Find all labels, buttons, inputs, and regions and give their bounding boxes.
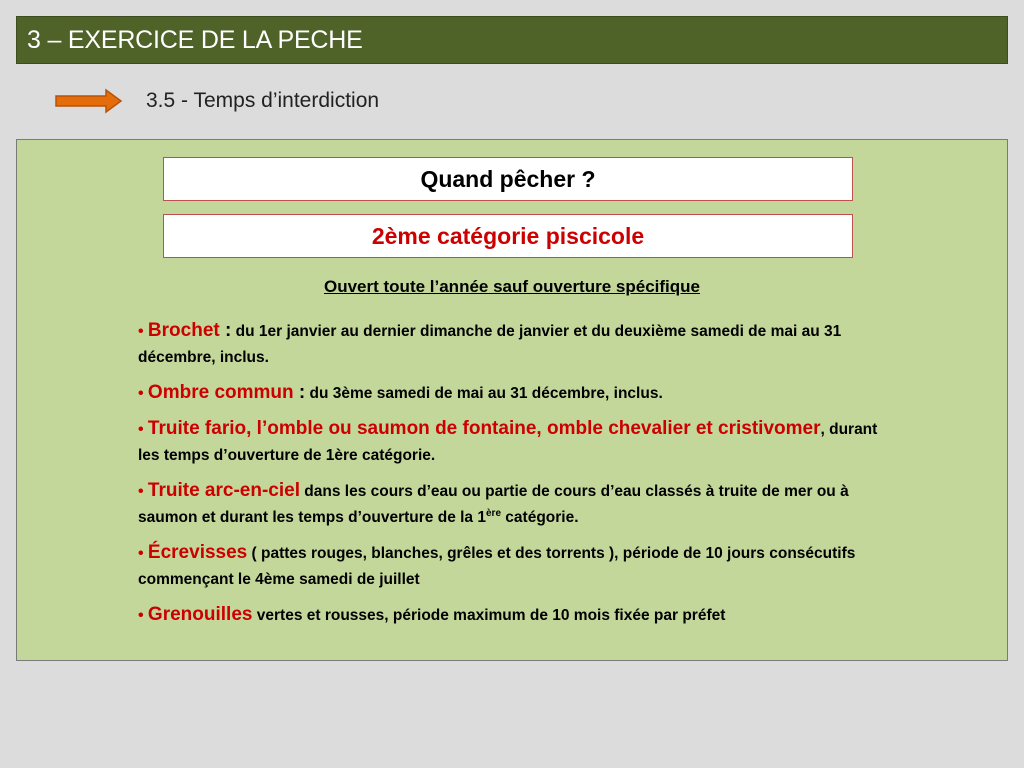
list-item	[138, 318, 898, 371]
rule-text: du 3ème samedi de mai au 31 décembre, inclus.	[305, 385, 663, 402]
list-item	[138, 416, 898, 469]
separator: :	[219, 320, 232, 341]
rule-text: ( pattes rouges, blanches, grêles et des torrents ), période de 10 jours consécutifs commençant le 4ème samedi de juillet	[138, 545, 856, 588]
list-item	[138, 602, 898, 629]
rule-text-after: catégorie.	[501, 509, 579, 526]
header-bar	[16, 16, 1008, 64]
bullet-icon: •	[138, 545, 144, 562]
separator: :	[293, 382, 306, 403]
question-box: Quand pêcher ?	[163, 157, 853, 201]
section-subtitle: 3.5 - Temps d’interdiction	[146, 89, 380, 112]
section-heading: Ouvert toute l’année sauf ouverture spécifique	[324, 277, 700, 296]
list-item	[138, 478, 898, 531]
species-name: Truite fario, l’omble ou saumon de fontaine, omble chevalier et cristivomer	[147, 418, 821, 439]
content-panel	[16, 139, 1008, 661]
rule-text: dans les cours d’eau ou partie de cours d’eau classés à truite de mer ou à saumon et durant les temps d’ouverture de la 1	[138, 483, 849, 526]
species-name: Écrevisses	[147, 542, 248, 563]
rule-text: , durant les temps d’ouverture de 1ère catégorie.	[138, 421, 878, 464]
bullet-icon: •	[138, 607, 144, 624]
superscript: ère	[485, 507, 501, 519]
bullet-icon: •	[138, 421, 144, 438]
rule-text: du 1er janvier au dernier dimanche de janvier et du deuxième samedi de mai au 31 décembre, inclus.	[138, 323, 842, 366]
rule-text: vertes et rousses, période maximum de 10 mois fixée par préfet	[252, 607, 726, 624]
bullet-icon: •	[138, 385, 144, 402]
species-name: Truite arc-en-ciel	[147, 480, 300, 501]
species-name: Brochet	[147, 320, 220, 341]
bullet-icon: •	[138, 323, 144, 340]
slide-title: 3 – EXERCICE DE LA PECHE	[27, 26, 363, 54]
list-item	[138, 540, 898, 593]
species-name: Ombre commun	[147, 382, 294, 403]
bullet-icon: •	[138, 483, 144, 500]
rules-list	[138, 318, 898, 638]
right-arrow-icon	[54, 86, 124, 116]
list-item	[138, 380, 898, 407]
category-box: 2ème catégorie piscicole	[163, 214, 853, 258]
species-name: Grenouilles	[147, 604, 253, 625]
